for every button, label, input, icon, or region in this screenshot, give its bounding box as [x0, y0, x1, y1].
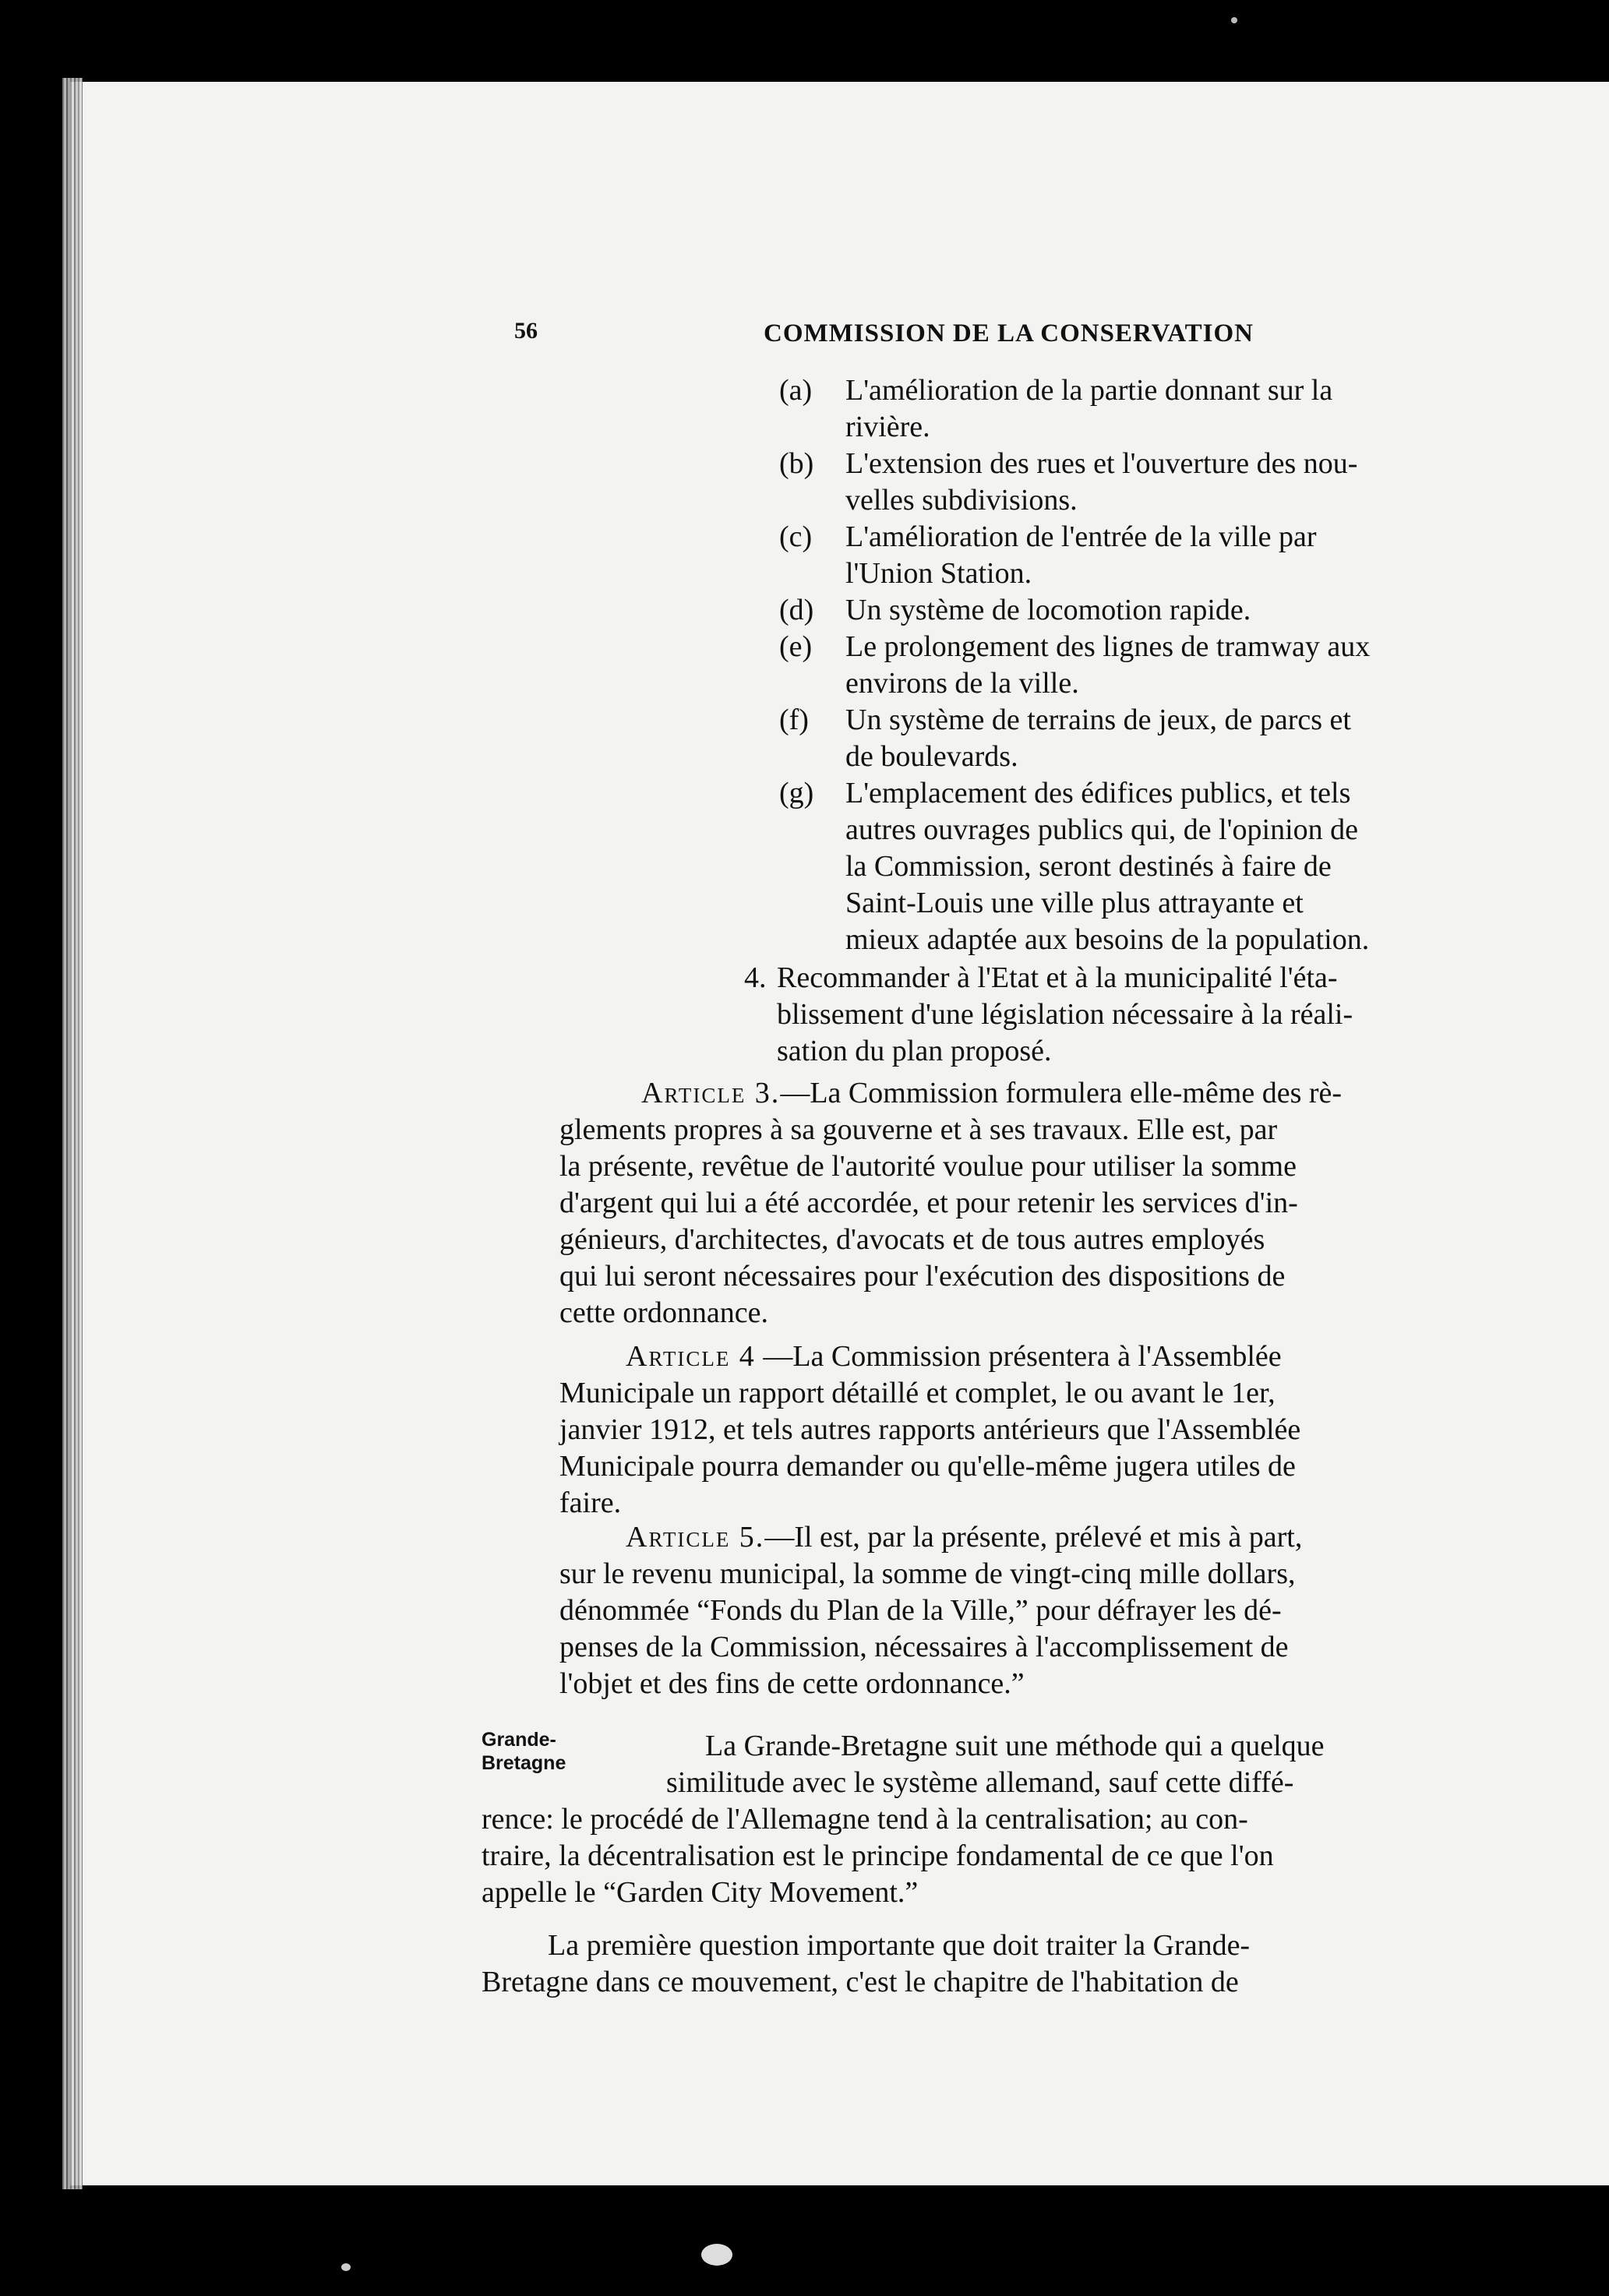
- text-line: l'Union Station.: [845, 557, 1032, 590]
- list-item: [779, 702, 1512, 775]
- marginal-note-line: Grande-: [482, 1729, 556, 1751]
- item-mark: (a): [779, 374, 813, 407]
- point-body: [777, 960, 1512, 1070]
- scan-speck: [341, 2263, 351, 2271]
- text-line: appelle le “Garden City Movement.”: [482, 1876, 919, 1909]
- text-fragment: —La Commission formulera elle-même des rè-: [780, 1077, 1343, 1109]
- great-britain-paragraph: [482, 1728, 1518, 1911]
- scan-speck: [701, 2244, 732, 2266]
- text-line: La première question importante que doit traiter la Grande-: [548, 1929, 1251, 1962]
- item-mark: (e): [779, 630, 813, 663]
- text-line: similitude avec le système allemand, sauf cette diffé-: [666, 1766, 1294, 1799]
- text-line: L'emplacement des édifices publics, et tels: [845, 777, 1351, 809]
- text-line: qui lui seront nécessaires pour l'exécution des dispositions de: [559, 1260, 1286, 1293]
- text-line: [559, 1075, 1518, 1112]
- text-line: janvier 1912, et tels autres rapports antérieurs que l'Assemblée: [559, 1413, 1301, 1446]
- list-item: [779, 446, 1512, 519]
- text-line: L'extension des rues et l'ouverture des nou-: [845, 447, 1358, 480]
- list-item: [779, 519, 1512, 592]
- text-line: rence: le procédé de l'Allemagne tend à la centralisation; au con-: [482, 1803, 1248, 1836]
- text-fragment: —Il est, par la présente, prélevé et mis à part,: [764, 1521, 1303, 1554]
- text-line: Saint-Louis une ville plus attrayante et: [845, 887, 1304, 919]
- page-binding-edge: [62, 78, 83, 2189]
- item-body: [845, 592, 1512, 629]
- text-line: La Grande-Bretagne suit une méthode qui a quelque: [705, 1730, 1325, 1762]
- marginal-note-line: Bretagne: [482, 1752, 566, 1774]
- text-line: Un système de terrains de jeux, de parcs et: [845, 704, 1351, 736]
- article-5-paragraph: [559, 1519, 1518, 1702]
- text-line: environs de la ville.: [845, 667, 1079, 700]
- text-line: velles subdivisions.: [845, 484, 1078, 517]
- text-line: Un système de locomotion rapide.: [845, 594, 1251, 626]
- item-mark: (f): [779, 704, 809, 736]
- text-line: la présente, revêtue de l'autorité voulue pour utiliser la somme: [559, 1150, 1297, 1183]
- text-line: Municipale pourra demander ou qu'elle-même jugera utiles de: [559, 1450, 1296, 1483]
- item-mark: (b): [779, 447, 814, 480]
- page-header: [514, 318, 1527, 357]
- item-body: [845, 446, 1512, 519]
- article-4-paragraph: [559, 1338, 1518, 1522]
- text-line: d'argent qui lui a été accordée, et pour retenir les services d'in-: [559, 1187, 1298, 1219]
- article-label: Article 3.: [641, 1077, 781, 1109]
- text-line: traire, la décentralisation est le principe fondamental de ce que l'on: [482, 1839, 1274, 1872]
- page-number: 56: [514, 318, 538, 344]
- list-item: [779, 372, 1512, 446]
- item-body: [845, 702, 1512, 775]
- text-line: mieux adaptée aux besoins de la population.: [845, 923, 1370, 956]
- text-line: faire.: [559, 1487, 622, 1519]
- list-item: [779, 592, 1512, 629]
- list-item: [779, 629, 1512, 702]
- text-line: glements propres à sa gouverne et à ses travaux. Elle est, par: [559, 1113, 1278, 1146]
- item-mark: (c): [779, 520, 813, 553]
- text-line: [559, 1519, 1518, 1556]
- text-line: Municipale un rapport détaillé et complet, le ou avant le 1er,: [559, 1377, 1276, 1409]
- text-line: de boulevards.: [845, 740, 1018, 773]
- closing-paragraph: [482, 1927, 1518, 2001]
- text-line: dénommée “Fonds du Plan de la Ville,” pour défrayer les dé-: [559, 1594, 1282, 1627]
- text-line: Bretagne dans ce mouvement, c'est le chapitre de l'habitation de: [482, 1966, 1239, 1998]
- text-line: génieurs, d'architectes, d'avocats et de tous autres employés: [559, 1223, 1265, 1256]
- scan-speck: [1231, 17, 1237, 23]
- article-label: Article 4: [626, 1340, 756, 1373]
- text-line: autres ouvrages publics qui, de l'opinion de: [845, 813, 1358, 846]
- text-line: [559, 1338, 1518, 1375]
- text-line: L'amélioration de la partie donnant sur la: [845, 374, 1333, 407]
- item-body: [845, 775, 1512, 958]
- text-line: l'objet et des fins de cette ordonnance.”: [559, 1667, 1025, 1700]
- article-label: Article 5.: [626, 1521, 765, 1554]
- item-body: [845, 372, 1512, 446]
- running-title: COMMISSION DE LA CONSERVATION: [764, 319, 1254, 347]
- text-line: rivière.: [845, 411, 930, 443]
- item-mark: (g): [779, 777, 814, 809]
- text-line: la Commission, seront destinés à faire de: [845, 850, 1332, 883]
- item-body: [845, 629, 1512, 702]
- text-line: L'amélioration de l'entrée de la ville par: [845, 520, 1317, 553]
- text-fragment: —La Commission présentera à l'Assemblée: [755, 1340, 1282, 1373]
- text-line: blissement d'une législation nécessaire à la réali-: [777, 998, 1353, 1031]
- item-body: [845, 519, 1512, 592]
- text-line: cette ordonnance.: [559, 1296, 768, 1329]
- text-line: sation du plan proposé.: [777, 1035, 1052, 1067]
- numbered-point: [744, 960, 1512, 1070]
- list-item: [779, 775, 1512, 958]
- item-mark: (d): [779, 594, 814, 626]
- text-line: Le prolongement des lignes de tramway aux: [845, 630, 1371, 663]
- text-line: penses de la Commission, nécessaires à l'accomplissement de: [559, 1631, 1289, 1663]
- text-line: sur le revenu municipal, la somme de vingt-cinq mille dollars,: [559, 1557, 1296, 1590]
- text-line: Recommander à l'Etat et à la municipalité l'éta-: [777, 961, 1338, 994]
- point-mark: 4.: [744, 961, 767, 994]
- article-3-paragraph: [559, 1075, 1518, 1331]
